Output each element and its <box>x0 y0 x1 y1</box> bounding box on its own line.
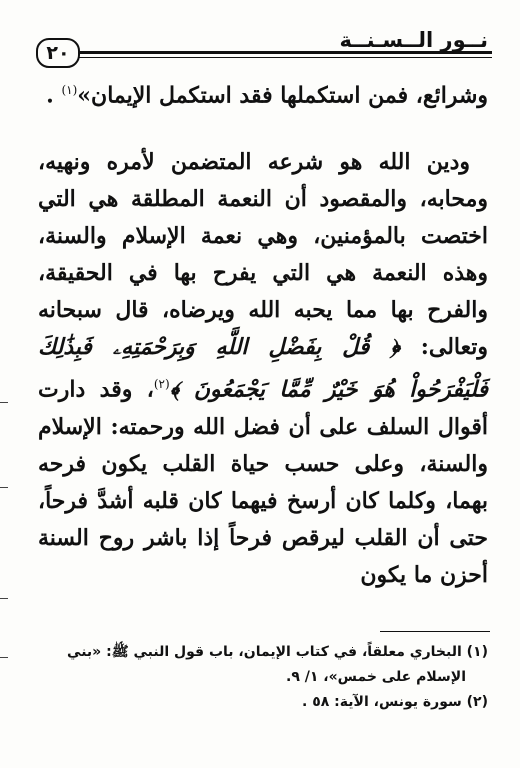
paragraph-1-text: وشرائع، فمن استكملها فقد استكمل الإيمان» <box>77 82 488 109</box>
footnote-1-line-1: (١) البخاري معلقاً، في كتاب الإيمان، باب قول النبي ﷺ: «بني <box>67 644 488 660</box>
scan-edge-mark <box>0 487 8 488</box>
paragraph-2 <box>38 144 488 593</box>
footnote-ref-2: (٢) <box>153 377 170 392</box>
scan-edge-mark <box>0 598 8 599</box>
paragraph-2-rest: ، وقد دارت أقوال السلف على أن فضل الله ورحمته: الإسلام والسنة، وعلى حسب حياة القلب يكون فرحه بهما، وكلما كان أرسخ فيهما كان قلبه أشدَّ فرحاً، حتى أن القلب ليرقص فرحاً إذا باشر روح السنة أحزن ما يكون <box>38 376 488 588</box>
footnote-1-line-2: الإسلام على خمس»، ١/ ٩. <box>286 669 466 685</box>
paragraph-1 <box>38 72 488 114</box>
body-text <box>38 72 488 594</box>
paragraph-2-intro: ودين الله هو شرعه المتضمن لأمره ونهيه، ومحابه، والمقصود أن النعمة المطلقة هي التي اختصت بالمؤمنين، وهي نعمة الإسلام والسنة، وهذه النعمة هي التي يفرح بها في الحقيقة، والفرح بها مما يحبه الله ويرضاه، قال سبحانه وتعالى: <box>38 149 488 361</box>
footnote-ref-1: (١) <box>61 83 78 97</box>
footnote-separator <box>380 631 490 632</box>
footnotes <box>40 640 488 715</box>
running-title: نــور الــسـنــة <box>339 28 488 52</box>
scan-edge-mark <box>0 657 8 658</box>
paragraph-1-tail: . <box>46 82 62 109</box>
page-number: ٢٠ <box>36 38 80 68</box>
quran-verse: ﴿ قُلْ بِفَضْلِ اللَّهِ وَبِرَحْمَتِهِۦ فَبِذَٰلِكَ فَلْيَفْرَحُواْ هُوَ خَيْرٌ مِّمَّا يَجْمَعُونَ ﴾ <box>38 334 488 403</box>
page-header <box>28 6 492 64</box>
scan-edge-mark <box>0 402 8 403</box>
header-rule-thin <box>73 57 492 58</box>
footnote-2: (٢) سورة يونس، الآية: ٥٨ . <box>302 694 488 710</box>
